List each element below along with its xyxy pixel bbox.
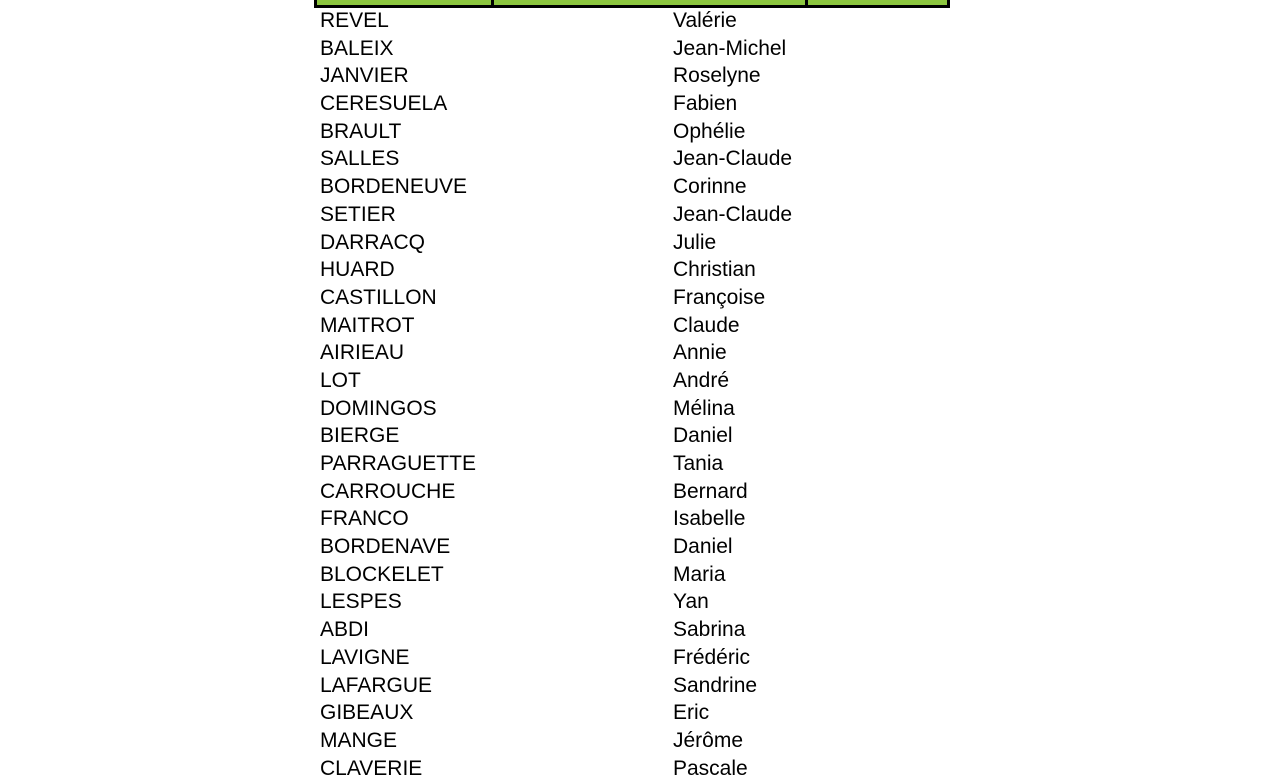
firstname-cell: Eric — [673, 701, 710, 725]
firstname-cell: Roselyne — [673, 64, 761, 88]
surname-cell: CASTILLON — [320, 285, 437, 309]
table-row — [0, 118, 1280, 146]
surname-cell: BORDENEUVE — [320, 175, 468, 199]
surname-cell: DOMINGOS — [320, 396, 437, 420]
table-row — [0, 35, 1280, 63]
table-row — [0, 727, 1280, 755]
firstname-cell: Jean-Claude — [673, 202, 793, 226]
table-row — [0, 644, 1280, 672]
firstname-cell: Mélina — [673, 396, 735, 420]
firstname-cell: Maria — [673, 562, 726, 586]
table-row — [0, 505, 1280, 533]
surname-cell: MANGE — [320, 728, 398, 752]
surname-cell: LOT — [320, 368, 361, 392]
firstname-cell: Christian — [673, 258, 756, 282]
surname-cell: MAITROT — [320, 313, 415, 337]
table-row — [0, 173, 1280, 201]
firstname-cell: Isabelle — [673, 507, 746, 531]
surname-cell: DARRACQ — [320, 230, 426, 254]
table-row — [0, 7, 1280, 35]
firstname-cell: Daniel — [673, 535, 733, 559]
surname-cell: BORDENAVE — [320, 535, 451, 559]
surname-cell: LAFARGUE — [320, 673, 433, 697]
table-row — [0, 201, 1280, 229]
table-row — [0, 339, 1280, 367]
header-column-divider — [491, 0, 494, 5]
surname-cell: LAVIGNE — [320, 645, 410, 669]
surname-cell: HUARD — [320, 258, 395, 282]
firstname-cell: Jean-Claude — [673, 147, 793, 171]
surname-cell: ABDI — [320, 618, 370, 642]
firstname-cell: Annie — [673, 341, 727, 365]
firstname-cell: Bernard — [673, 479, 748, 503]
table-row — [0, 699, 1280, 727]
firstname-cell: Daniel — [673, 424, 733, 448]
table-row — [0, 284, 1280, 312]
firstname-cell: Ophélie — [673, 119, 746, 143]
firstname-cell: Tania — [673, 452, 724, 475]
table-row — [0, 90, 1280, 118]
surname-cell: SALLES — [320, 147, 400, 171]
table-row — [0, 450, 1280, 478]
firstname-cell: Frédéric — [673, 645, 751, 669]
firstname-cell: Sabrina — [673, 618, 746, 642]
table-row — [0, 533, 1280, 561]
surname-cell: CLAVERIE — [320, 756, 423, 780]
surname-cell: CERESUELA — [320, 92, 448, 116]
surname-cell: CARROUCHE — [320, 479, 456, 503]
surname-cell: REVEL — [320, 9, 389, 32]
table-row — [0, 367, 1280, 395]
firstname-cell: Françoise — [673, 285, 766, 309]
table-row — [0, 312, 1280, 340]
surname-cell: AIRIEAU — [320, 341, 405, 365]
table-row — [0, 588, 1280, 616]
surname-cell: LESPES — [320, 590, 402, 614]
firstname-cell: Corinne — [673, 175, 747, 199]
table-row — [0, 478, 1280, 506]
table-row — [0, 672, 1280, 700]
surname-cell: BRAULT — [320, 119, 402, 143]
firstname-cell: Julie — [673, 230, 717, 254]
firstname-cell: Valérie — [673, 9, 737, 32]
firstname-cell: Claude — [673, 313, 740, 337]
header-column-divider — [805, 0, 808, 5]
firstname-cell: Jérôme — [673, 728, 744, 752]
table-row — [0, 616, 1280, 644]
table-row — [0, 229, 1280, 257]
firstname-cell: Sandrine — [673, 673, 758, 697]
surname-cell: FRANCO — [320, 507, 409, 531]
surname-cell: PARRAGUETTE — [320, 452, 476, 475]
table-row — [0, 422, 1280, 450]
table-row — [0, 256, 1280, 284]
surname-cell: JANVIER — [320, 64, 409, 88]
table-row — [0, 145, 1280, 173]
table-row — [0, 395, 1280, 423]
surname-cell: BLOCKELET — [320, 562, 444, 586]
firstname-cell: Pascale — [673, 756, 748, 780]
surname-cell: GIBEAUX — [320, 701, 414, 725]
firstname-cell: André — [673, 368, 730, 392]
surname-cell: BIERGE — [320, 424, 400, 448]
surname-cell: BALEIX — [320, 36, 394, 60]
firstname-cell: Jean-Michel — [673, 36, 787, 60]
table-row — [0, 561, 1280, 589]
name-list — [0, 7, 1280, 782]
surname-cell: SETIER — [320, 202, 396, 226]
firstname-cell: Yan — [673, 590, 709, 614]
table-row — [0, 62, 1280, 90]
firstname-cell: Fabien — [673, 92, 738, 116]
table-row — [0, 755, 1280, 782]
